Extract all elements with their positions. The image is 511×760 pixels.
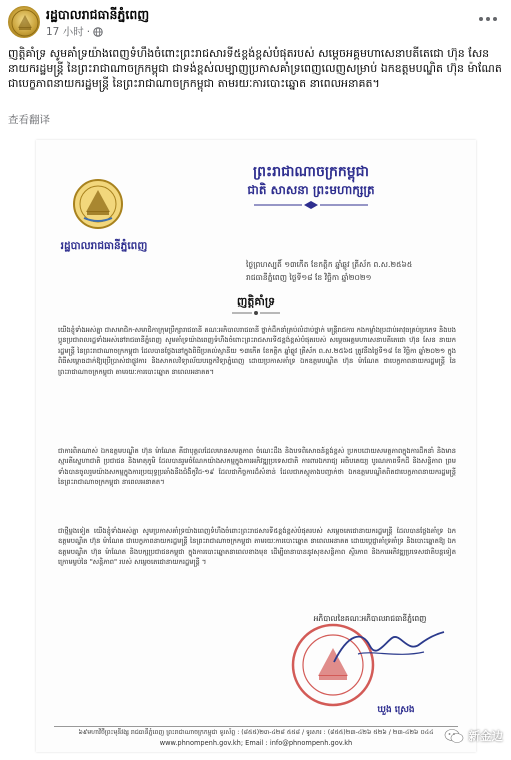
doc-paragraph-3: ជាថ្មីម្ដងទៀត យើងខ្ញុំទាំងអស់គ្នា សូមប្រកាសគាំទ្រយ៉ាងពេញទំហឹងចំពោះព្រះរាជសារទី៥ខ្ពង់ខ្ពស់បំផុតរបស់ សម្ដេចតេជោនាយករដ្ឋមន្ត្រី ដែលបានថ្លែងគាំទ្រ ឯកឧត្តមបណ្ឌិត ហ៊ុន ម៉ាណែត ជាបេក្ខភាពនាយករដ្ឋមន្ត្រី នៃព្រះរាជាណាចក្រកម្ពុជា តាមរយៈការបោះឆ្នោត នាពេលអនាគត ដោយប្ដេជ្ញាគាំទ្រគាំទ្រ និងបោះឆ្នោតឱ្យ ឯកឧត្តមបណ្ឌិត ហ៊ុន ម៉ាណែត និងបក្សប្រជាជនកម្ពុជា ក្នុងការបោះឆ្នោតនាពេលខាងមុខ ដើម្បីធានាបាននូវសុខសន្តិភាព ស្ថិរភាព និងការអភិវឌ្ឍប្រទេសជាតិបន្តទៀត ក្រោមម្លប់នៃ "សន្តិភាព" របស់ សម្ដេចតេជោនាយករដ្ឋមន្ត្រី ។ — [58, 527, 456, 567]
signature-block — [272, 614, 468, 724]
doc-motto: ជាតិ សាសនា ព្រះមហាក្សត្រ — [247, 183, 375, 197]
municipality-seal-icon — [72, 178, 124, 230]
post-meta — [46, 24, 103, 39]
doc-footer-contact: www.phnompenh.gov.kh; Email : info@phnompenh.gov.kh — [159, 739, 353, 747]
globe-icon — [93, 27, 103, 37]
doc-organization-name: រដ្ឋបាលរាជធានីភ្នំពេញ — [60, 240, 148, 252]
post-text: ញត្តិគាំទ្រ សូមគាំទ្រយ៉ាងពេញទំហឹងចំពោះព្រះរាជសារទី៥ខ្ពង់ខ្ពស់បំផុតរបស់ សម្ដេចអគ្គមហាសេនាបតីតេជោ ហ៊ុន សែន នាយករដ្ឋមន្ត្រី នៃព្រះរាជាណាចក្រកម្ពុជា ជាទង់ខ្ពស់លម្បាញប្រកាសគាំទ្រពេញលេញសម្រាប់ ឯកឧត្តមបណ្ឌិត ហ៊ុន ម៉ាណែត ជាបេក្ខភាពនាយករដ្ឋមន្ត្រី នៃព្រះរាជាណាចក្រកម្ពុជា តាមរយៈការបោះឆ្នោត នាពេលអនាគត។ — [8, 47, 502, 90]
post-time[interactable]: 17 小时 — [46, 26, 84, 38]
doc-paragraph-2: ជាការពិតណាស់ ឯកឧត្តមបណ្ឌិត ហ៊ុន ម៉ាណែត គឺជាបុគ្គលដែលមានសមត្ថភាព ចំណេះដឹង និងបទពិសោធន៍ខ្ពង់ខ្ពស់ ប្រកបដោយសមត្ថភាពក្នុងការដឹកនាំ និងមានស្មារតីស្នេហាជាតិ ប្រជាជន និងមាតុភូមិ ដែលបានរួមចំណែកយ៉ាងសកម្មក្នុងការអភិវឌ្ឍប្រទេសជាតិ ការពារឯករាជ្យ អធិបតេយ្យ បូរណភាពទឹកដី និងសន្តិភាព ព្រមទាំងបានចូលរួមយ៉ាងសកម្មក្នុងការប្រយុទ្ធប្រឆាំងនឹងជំងឺកូវីដ-១៩ ដែលជាកិច្ចការដ៏សំខាន់ ដែលជាភស្តុតាងបញ្ជាក់ថា ឯកឧត្តមបណ្ឌិតពិតជាបេក្ខភាពនាយករដ្ឋមន្ត្រី នៃព្រះរាជាណាចក្រកម្ពុជា នាពេលអនាគត។ — [58, 447, 456, 487]
title-ornament-icon — [232, 310, 280, 316]
doc-title: ញត្តិគាំទ្រ — [236, 295, 276, 308]
doc-date: រាជធានីភ្នំពេញ ថ្ងៃទី១៨ ខែ វិច្ឆិកា ឆ្នាំ២០២១ — [246, 273, 372, 282]
footer-divider — [54, 726, 458, 727]
signer-title: អភិបាលនៃគណៈអភិបាលរាជធានីភ្នំពេញ — [313, 614, 427, 623]
handwritten-signature-icon — [328, 624, 448, 674]
watermark — [444, 728, 504, 744]
post-header — [0, 0, 511, 44]
doc-paragraph-1: យើងខ្ញុំទាំងអស់គ្នា ជាសមាជិក-សមាជិកាក្រុមប្រឹក្សារាជធានី គណៈអភិបាលរាជធានី ថ្នាក់ដឹកនាំគ្រប់លំដាប់ថ្នាក់ មន្ត្រីរាជការ កងកម្លាំងប្រដាប់អាវុធគ្រប់ប្រភេទ និងបងប្អូនប្រជាពលរដ្ឋទាំងអស់នៅរាជធានីភ្នំពេញ សូមគាំទ្រយ៉ាងពេញទំហឹងចំពោះព្រះរាជសារទី៥ខ្ពង់ខ្ពស់បំផុតរបស់ សម្ដេចអគ្គមហាសេនាបតីតេជោ ហ៊ុន សែន នាយករដ្ឋមន្ត្រី នៃព្រះរាជាណាចក្រកម្ពុជា ដែលបានថ្លែងនៅក្នុងពិធីប្រគល់ស្ថានីយ ១៣កើត ខែកត្តិក ឆ្នាំឆ្លូវ ត្រីស័ក ព.ស.២៥៦៥ ត្រូវនឹងថ្ងៃទី១៨ ខែ វិច្ឆិកា ឆ្នាំ២០២១ ក្នុងពិធីសម្ពោធដាក់ឱ្យប្រើប្រាស់ជាផ្លូវការ និងសាកលវិទ្យាល័យបច្ចេកវិទ្យាភ្នំពេញ ដោយប្រកាសគាំទ្រ ឯកឧត្តមបណ្ឌិត ហ៊ុន ម៉ាណែត ជាបេក្ខភាពនាយករដ្ឋមន្ត្រី នៃព្រះរាជាណាចក្រកម្ពុជា តាមរយៈការបោះឆ្នោត នាពេលអនាគត។ — [58, 326, 456, 376]
see-translation-link[interactable]: 查看翻译 — [8, 114, 50, 126]
page-avatar[interactable] — [8, 6, 40, 38]
doc-kingdom-heading: ព្រះរាជាណាចក្រកម្ពុជា — [252, 164, 369, 180]
watermark-text: 新金边 — [468, 729, 503, 743]
page-name[interactable]: រដ្ឋបាលរាជធានីភ្នំពេញ — [46, 7, 150, 22]
phnom-penh-seal-icon — [9, 7, 40, 38]
wechat-icon — [444, 728, 464, 744]
meta-separator: · — [86, 25, 91, 38]
more-options-icon[interactable] — [475, 8, 501, 30]
doc-footer-address: ៦៩មហាវិថីព្រះមុនីវង្ស រាជធានីភ្នំពេញ ព្រះរាជាណាចក្រកម្ពុជា ទូរស័ព្ទ : (៨៥៥)២៣-៤២៨ ៥៥៨ / ទូរសារ : (៨៥៥)២៣-៤២៦ ៥២៦ / ២៣-៤២៦ ០៤៤ — [78, 729, 434, 736]
signer-name: ឃួង ស្រេង — [377, 705, 415, 715]
doc-lunar-date: ថ្ងៃព្រហស្បតិ៍ ១៣កើត ខែកត្តិក ឆ្នាំឆ្លូវ ត្រីស័ក ព.ស.២៥៦៥ — [246, 260, 413, 269]
ornament-divider-icon — [254, 200, 368, 210]
post-image-document[interactable] — [36, 140, 476, 752]
